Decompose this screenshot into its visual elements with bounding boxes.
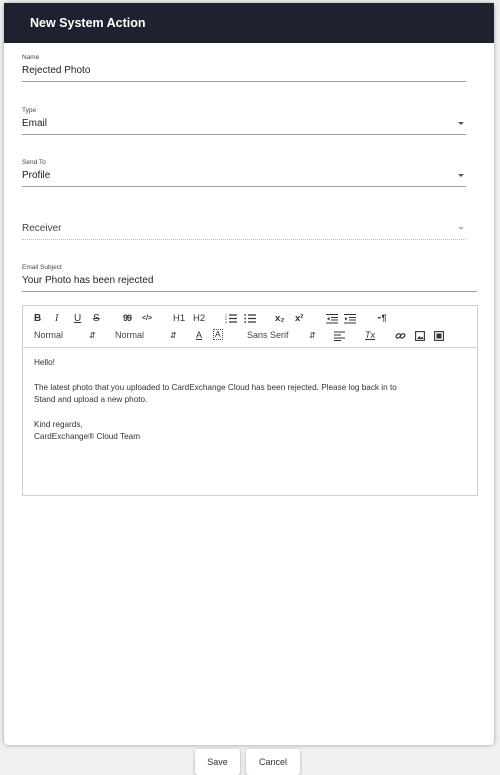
outdent-icon[interactable] [326,313,338,327]
svg-text:1: 1 [225,313,227,318]
code-block-button[interactable]: </> [142,315,153,322]
header-select[interactable]: Normal [115,330,145,340]
email-subject-field[interactable] [22,263,477,292]
receiver-select-value[interactable] [22,221,466,237]
ordered-list-icon[interactable] [225,313,237,327]
receiver-dropdown-arrow-icon [458,227,464,230]
editor-line-greeting: Hello! [34,358,55,367]
indent-icon[interactable] [344,313,356,327]
type-underline [22,134,466,135]
svg-text:2: 2 [225,317,227,321]
dialog-content [4,43,494,767]
strike-button[interactable]: S [93,313,100,324]
receiver-select[interactable] [22,211,466,240]
email-subject-input[interactable]: Your Photo has been rejected [22,275,154,286]
type-select-value[interactable] [22,116,466,132]
bullet-list-icon[interactable] [244,313,256,327]
email-subject-underline [22,291,477,292]
superscript-button[interactable]: x² [295,313,304,324]
email-subject-label: Email Subject [22,264,62,271]
type-label: Type [22,107,37,114]
send-to-underline [22,186,466,187]
save-button[interactable]: Save [195,749,240,775]
size-select[interactable]: Normal [34,330,64,340]
receiver-label-spacer [22,211,466,221]
font-color-button[interactable]: A [196,330,203,340]
align-icon[interactable] [334,331,345,344]
dialog-title: New System Action [30,16,146,30]
type-select[interactable] [22,106,466,135]
type-dropdown-arrow-icon [458,122,464,125]
background-color-button[interactable]: A [215,329,221,339]
receiver-placeholder: Receiver [22,223,62,234]
link-icon[interactable] [395,331,406,344]
editor-line-signature: CardExchange® Cloud Team [34,432,141,441]
header-select-arrows-icon[interactable]: ⇵ [170,331,177,340]
cancel-button[interactable]: Cancel [246,749,300,775]
dialog-header [4,3,494,43]
receiver-underline [22,239,466,240]
video-icon[interactable] [434,331,444,344]
name-input[interactable]: Rejected Photo [22,65,91,76]
font-select-arrows-icon[interactable]: ⇵ [309,331,316,340]
send-to-label: Send To [22,159,46,166]
send-to-select-value[interactable] [22,168,466,184]
image-icon[interactable] [415,331,425,344]
editor-line-body-2: Stand and upload a new photo. [34,395,148,404]
system-action-dialog [4,3,494,767]
underline-button[interactable]: U [74,313,82,324]
bold-button[interactable]: B [34,313,42,324]
type-value: Email [22,118,48,129]
header-1-button[interactable]: H1 [173,313,186,324]
name-label: Name [22,54,40,61]
send-to-dropdown-arrow-icon [458,174,464,177]
svg-text:3: 3 [225,320,227,325]
name-underline [22,81,466,82]
text-direction-button[interactable]: ⁃¶ [377,313,387,323]
editor-toolbar [23,306,477,348]
clear-format-button[interactable]: Tx [365,330,375,340]
blockquote-button[interactable]: 99 [123,313,132,323]
send-to-value: Profile [22,170,51,181]
rich-text-editor[interactable] [22,305,478,496]
italic-button[interactable]: I [55,313,59,324]
editor-line-closing: Kind regards, [34,419,83,429]
editor-content[interactable] [23,348,477,453]
header-2-button[interactable]: H2 [193,313,206,324]
name-field[interactable] [22,53,466,82]
editor-line-body-1: The latest photo that you uploaded to CardExchange Cloud has been rejected. Please log back in to [34,382,397,392]
send-to-select[interactable] [22,158,466,187]
subscript-button[interactable]: x₂ [275,313,285,324]
font-select[interactable]: Sans Serif [247,330,289,340]
size-select-arrows-icon[interactable]: ⇵ [89,331,96,340]
